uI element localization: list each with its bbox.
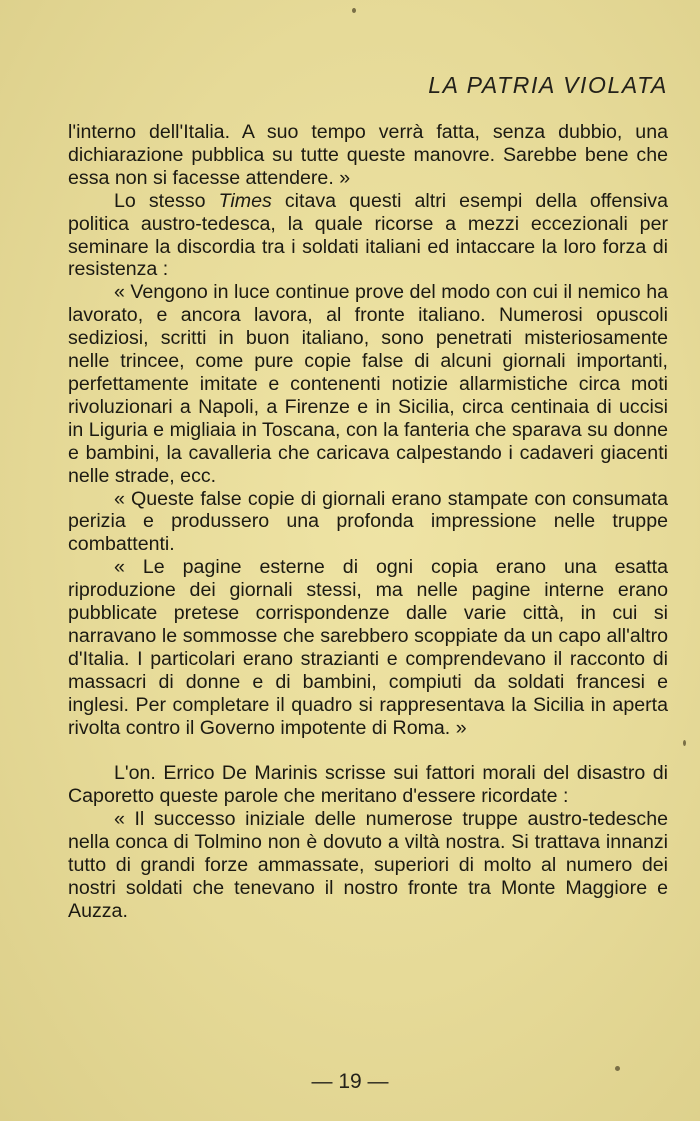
paragraph-4: « Queste false copie di giornali erano stampate con consumata perizia e produssero una profonda impressione nelle truppe combattenti. xyxy=(68,487,668,556)
paper-speck xyxy=(352,8,356,13)
page-number: — 19 — xyxy=(311,1070,389,1093)
paragraph-7: « Il successo iniziale delle numerose truppe austro-tedesche nella conca di Tolmino non è dovuto a viltà nostra. Si trattava innanzi tutto di grandi forze ammassate, superiori di molto al numero dei nostri soldati che tenevano il nostro fronte tra Monte Maggiore e Auzza. xyxy=(68,808,668,922)
paper-speck xyxy=(683,740,686,746)
running-head: LA PATRIA VIOLATA xyxy=(428,72,668,98)
paragraph-2 xyxy=(68,190,668,282)
paragraph-2-rest: citava questi altri esempi della offensiva politica austro-tedesca, la quale ricorse a mezzi eccezionali per seminare la discordia tra i soldati italiani ed intaccare la loro forza di resistenza : xyxy=(68,189,668,281)
paragraph-5: « Le pagine esterne di ogni copia erano una esatta riproduzione dei giornali stessi, ma nelle pagine interne erano pubblicate pretese corrispondenze dalle varie città, in cui si narravano le sommosse che sarebbero scoppiate da un capo all'altro d'Italia. I particolari erano strazianti e comprendevano il racconto di massacri di donne e di bambini, compiuti da soldati francesi e inglesi. Per completare il quadro si rappresentava la Sicilia in aperta rivolta contro il Governo impotente di Roma. » xyxy=(68,556,668,739)
body-text xyxy=(68,121,668,923)
paragraph-3: « Vengono in luce continue prove del modo con cui il nemico ha lavorato, e ancora lavora, al fronte italiano. Numerosi opuscoli sediziosi, scritti in buon italiano, sono penetrati misteriosamente nelle trincee, come pure copie false di alcuni giornali importanti, perfettamente imitate e contenenti notizie allarmistiche circa moti rivoluzionari a Napoli, a Firenze e in Sicilia, circa centinaia di uccisi in Liguria e migliaia in Toscana, con la fanteria che sparava su donne e bambini, la cavalleria che caricava calpestando i cadaveri giacenti nelle strade, ecc. xyxy=(68,281,668,487)
paragraph-2-lead: Lo stesso xyxy=(114,189,219,212)
paragraph-1: l'interno dell'Italia. A suo tempo verrà fatta, senza dubbio, una dichiarazione pubblica su tutte queste manovre. Sarebbe bene che essa non si facesse attendere. » xyxy=(68,121,668,189)
paragraph-6: L'on. Errico De Marinis scrisse sui fattori morali del disastro di Caporetto queste parole che meritano d'essere ricordate : xyxy=(68,762,668,808)
newspaper-title: Times xyxy=(218,189,272,212)
paper-speck xyxy=(615,1066,620,1071)
